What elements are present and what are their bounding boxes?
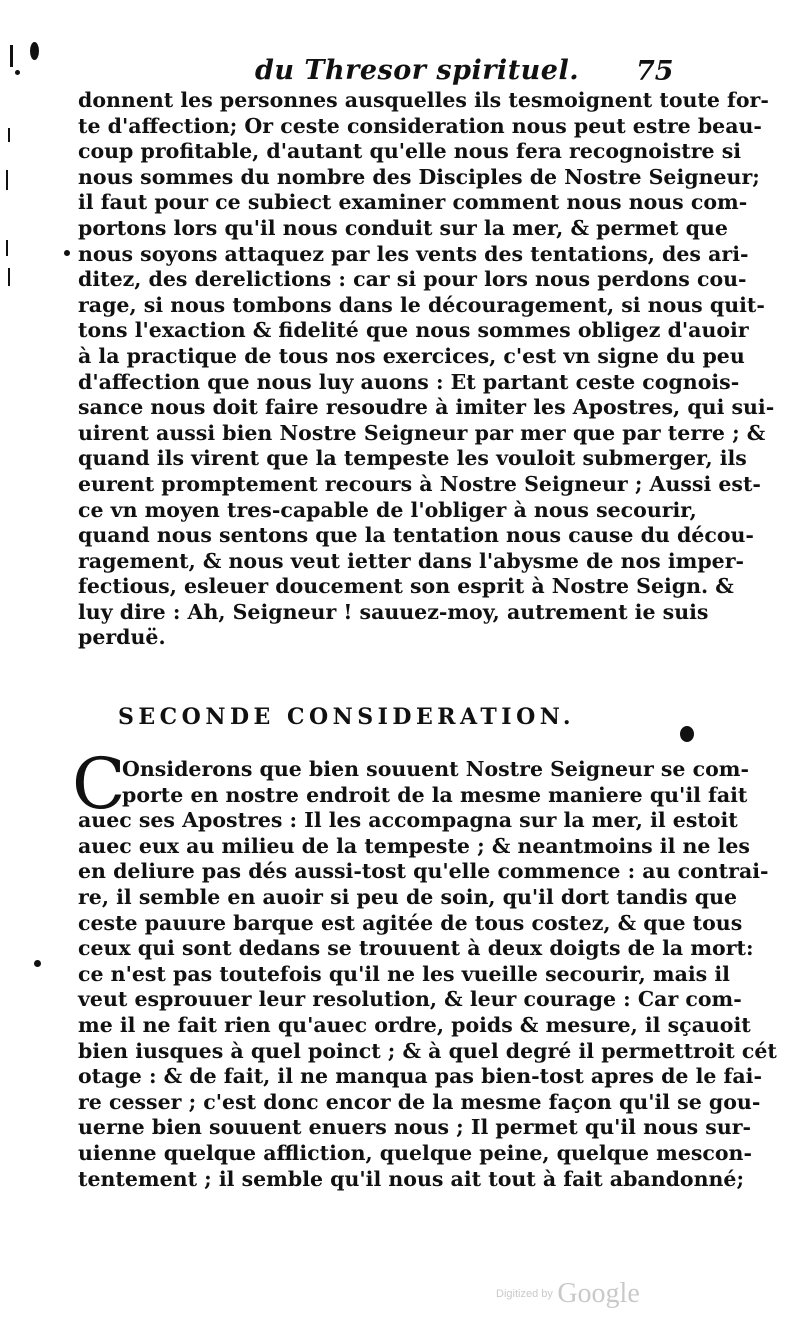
text-line: te d'affection; Or ceste consideration nous peut estre beau- <box>78 113 762 138</box>
text-line: ce vn moyen tres-capable de l'obliger à nous secourir, <box>78 497 697 522</box>
text-line: uerne bien souuent enuers nous ; Il permet qu'il nous sur- <box>78 1115 752 1140</box>
text-line: ceste pauure barque est agitée de tous costez, & que tous <box>78 910 743 935</box>
text-line: perduë. <box>78 625 166 650</box>
margin-mark <box>34 960 41 967</box>
text-line: tentement ; il semble qu'il nous ait tout à fait abandonné; <box>78 1166 745 1191</box>
text-line: ragement, & nous veut ietter dans l'abysme de nos imper- <box>78 548 744 573</box>
text-line: donnent les personnes ausquelles ils tesmoignent toute for- <box>78 88 769 112</box>
text-line: sance nous doit faire resoudre à imiter les Apostres, qui sui- <box>78 395 775 420</box>
text-line: quand ils virent que la tempeste les vouloit submerger, ils <box>78 446 747 471</box>
text-line: uirent aussi bien Nostre Seigneur par mer que par terre ; & <box>78 420 766 445</box>
page-number: 75 <box>636 56 674 87</box>
margin-mark <box>10 45 13 67</box>
text-line: re cesser ; c'est donc encor de la mesme façon qu'il se gou- <box>78 1089 761 1114</box>
text-line: en deliure pas dés aussi-tost qu'elle commence : au contrai- <box>78 859 769 884</box>
text-line: nous soyons attaquez par les vents des tentations, des ari- <box>78 241 749 266</box>
drop-cap: C <box>72 743 126 825</box>
text-line: luy dire : Ah, Seigneur ! sauuez-moy, autrement ie suis <box>78 599 709 624</box>
text-line: coup profitable, d'autant qu'elle nous fera recognoistre si <box>78 139 742 164</box>
margin-mark <box>15 70 20 75</box>
text-line: porte en nostre endroit de la mesme maniere qu'il fait <box>122 782 748 807</box>
text-line: à la practique de tous nos exercices, c'est vn signe du peu <box>78 343 745 368</box>
paragraph-1 <box>78 88 775 651</box>
text-line: quand nous sentons que la tentation nous cause du décou- <box>78 523 754 548</box>
running-header: du Thresor spirituel. <box>255 55 580 86</box>
text-line: auec eux au milieu de la tempeste ; & neantmoins il ne les <box>78 833 750 858</box>
text-line: fectious, esleuer doucement son esprit à Nostre Seign. & <box>78 574 734 599</box>
margin-mark <box>30 42 39 60</box>
margin-mark <box>6 170 8 190</box>
text-line: eurent promptement recours à Nostre Seigneur ; Aussi est- <box>78 471 761 496</box>
text-line: Onsiderons que bien souuent Nostre Seigneur se com- <box>122 757 749 781</box>
text-line: ce n'est pas toutefois qu'il ne les vueille secourir, mais il <box>78 961 730 986</box>
text-line: ceux qui sont dedans se trouuent à deux doigts de la mort: <box>78 936 754 961</box>
text-line: nous sommes du nombre des Disciples de Nostre Seigneur; <box>78 164 760 189</box>
text-line: uienne quelque affliction, quelque peine, quelque mescon- <box>78 1140 752 1165</box>
watermark-brand: Google <box>557 1278 640 1309</box>
text-line: tons l'exaction & fidelité que nous sommes obligez d'auoir <box>78 318 749 343</box>
watermark-prefix: Digitized by <box>496 1288 553 1300</box>
text-line: il faut pour ce subiect examiner comment nous nous com- <box>78 190 748 215</box>
text-line: rage, si nous tombons dans le découragement, si nous quit- <box>78 292 765 317</box>
text-line: veut esprouuer leur resolution, & leur courage : Car com- <box>78 987 742 1012</box>
margin-mark <box>64 250 70 256</box>
text-line: re, il semble en auoir si peu de soin, qu'il dort tandis que <box>78 884 738 909</box>
text-line: ditez, des derelictions : car si pour lors nous perdons cou- <box>78 267 747 292</box>
margin-mark <box>680 726 694 742</box>
section-heading: SECONDE CONSIDERATION. <box>118 704 576 730</box>
margin-mark <box>8 128 10 142</box>
text-line: d'affection que nous luy auons : Et partant ceste cognois- <box>78 369 740 394</box>
digitized-watermark <box>496 1278 640 1310</box>
text-line: otage : & de fait, il ne manqua pas bien-tost apres de le fai- <box>78 1064 762 1089</box>
text-line: bien iusques à quel poinct ; & à quel degré il permettroit cét <box>78 1038 777 1063</box>
margin-mark <box>6 240 8 256</box>
paragraph-2 <box>72 743 777 1192</box>
text-line: portons lors qu'il nous conduit sur la mer, & permet que <box>78 215 728 240</box>
margin-mark <box>8 268 10 286</box>
text-line: auec ses Apostres : Il les accompagna sur la mer, il estoit <box>78 808 738 833</box>
text-line: me il ne fait rien qu'auec ordre, poids & mesure, il sçauoit <box>78 1012 751 1037</box>
